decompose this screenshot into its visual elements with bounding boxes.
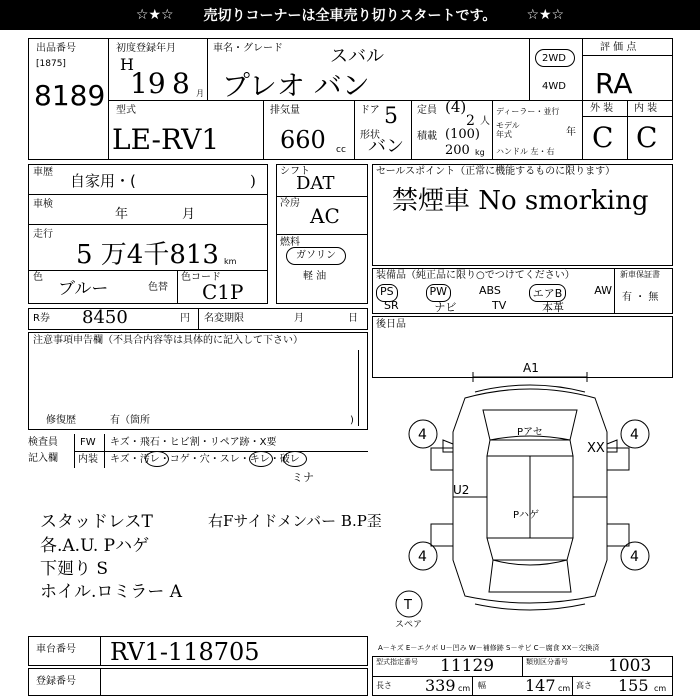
interior-label: 内装	[78, 454, 98, 465]
class-label: 類別区分番号	[526, 658, 568, 666]
record-label: 記入欄	[28, 453, 58, 464]
cap-a: (4)	[445, 98, 467, 116]
year-unit: 年	[566, 127, 576, 138]
disp-unit: cc	[336, 145, 346, 155]
r-label: R券	[33, 313, 50, 324]
fuel-value: ガソリン	[296, 250, 336, 261]
fuel-label: 燃料	[280, 237, 300, 248]
sales-label: セールスポイント（正常に機能するものに限ります）	[376, 166, 616, 177]
shape-label: 形状	[360, 130, 380, 141]
cap-label: 定員	[417, 105, 437, 116]
equip-abs: ABS	[478, 284, 501, 297]
shape-value: バン	[368, 136, 404, 157]
equip-leather: 本革	[542, 301, 564, 314]
ext-label: 外 装	[590, 103, 614, 114]
chassis-label: 車台番号	[36, 644, 76, 655]
tire-fl: 4	[418, 427, 427, 443]
equip-airbag: エアB	[529, 284, 567, 302]
height-label: 高さ	[576, 681, 592, 690]
shift-label: シフト	[280, 166, 310, 177]
lot-code: [1875]	[36, 59, 66, 69]
diag-a1: A1	[523, 361, 539, 375]
name-change-label: 名変期限	[204, 313, 244, 324]
reg-label: 初度登録年月	[116, 43, 176, 54]
diag-u2: U2	[453, 483, 470, 497]
hw-line-1: スタッドレスT	[40, 512, 153, 532]
len-value: 339	[425, 676, 456, 695]
nc-day: 日	[348, 313, 358, 324]
color-value: ブルー	[58, 279, 109, 299]
shift-value: DAT	[296, 173, 335, 194]
int-score: C	[636, 121, 658, 154]
mileage-value: 5 万4千813	[76, 240, 219, 270]
len-label: 長さ	[376, 681, 392, 690]
insp-label: 検査員	[28, 437, 58, 448]
reg-number-label: 登録番号	[36, 676, 76, 687]
lot-number: 8189	[34, 79, 106, 112]
int-circle-3	[283, 451, 307, 467]
banner-stars-right: ☆★☆	[526, 7, 565, 23]
chassis-value: RV1-118705	[110, 638, 260, 666]
tire-rl: 4	[418, 549, 427, 565]
equip-aw: AW	[594, 284, 612, 297]
reg-row	[28, 668, 368, 696]
after-label: 後日品	[376, 319, 406, 330]
int-label: 内 装	[634, 103, 658, 114]
inspect-label: 車検	[33, 199, 53, 210]
spec-value: 11129	[440, 656, 495, 676]
reg-year: 19	[130, 67, 166, 100]
hw-line-4: ホイル.ロミラー A	[40, 582, 183, 602]
note-sub: ミナ	[292, 471, 314, 484]
type-value: LE-RV1	[112, 123, 220, 156]
width-label: 幅	[478, 681, 486, 690]
banner	[0, 0, 700, 30]
sales-value: 禁煙車 No smorking	[392, 186, 649, 216]
ac-value: AC	[310, 204, 340, 228]
load-b: 200	[445, 143, 470, 158]
load-a: (100)	[445, 127, 480, 142]
load-label: 積載	[417, 131, 437, 142]
mileage-unit: km	[224, 257, 237, 266]
equip-tv: TV	[492, 299, 507, 312]
door-label: ドア	[360, 105, 380, 116]
reg-month: 8	[172, 67, 190, 100]
spare-t: T	[404, 598, 412, 613]
dealer-label: ディーラー・並行	[496, 107, 560, 116]
width-value: 147	[525, 676, 556, 695]
hw-note-right: 右Fサイドメンバー B.P歪	[208, 512, 382, 530]
ac-label: 冷房	[280, 198, 300, 209]
r-unit: 円	[180, 313, 190, 324]
int-circle-2	[249, 451, 273, 467]
diag-xx: XX	[587, 441, 605, 456]
width-cm: cm	[558, 684, 571, 693]
diag-ph: Pハゲ	[513, 510, 540, 521]
class-value: 1003	[608, 656, 652, 676]
int-circle-1	[145, 451, 169, 467]
nc-month: 月	[294, 313, 304, 324]
color-code-value: C1P	[202, 280, 244, 304]
warranty-label: 新車保証書	[620, 270, 660, 279]
len-cm: cm	[458, 684, 471, 693]
color-label: 色	[33, 272, 43, 283]
banner-stars-left: ☆★☆	[135, 7, 174, 23]
model-name: プレオ バン	[222, 69, 370, 102]
era: H	[120, 55, 134, 74]
lot-label: 出品番号	[36, 43, 76, 54]
diag-pa: Pアセ	[517, 427, 543, 438]
score-label: 評 価 点	[600, 42, 637, 53]
fuel-alt: 軽 油	[303, 271, 327, 282]
model-year-label: モデル年式	[496, 121, 520, 139]
inspect-year: 年	[115, 207, 129, 222]
repair-value: 有（箇所	[110, 415, 150, 426]
fw-items: キズ・飛石・ヒビ割・リペア跡・X要	[110, 437, 277, 448]
damage-legend: A－キズ E－エクボ U－凹み W－補修跡 S－サビ C－腐食 XX－交換済	[378, 644, 600, 652]
inspect-month: 月	[182, 207, 196, 222]
hist-close: )	[250, 172, 256, 190]
type-label: 型式	[116, 105, 136, 116]
door-value: 5	[384, 104, 398, 129]
drive-2wd: 2WD	[542, 53, 566, 64]
tire-fr: 4	[630, 427, 639, 443]
score-value: RA	[595, 67, 633, 100]
hist-value: 自家用・(	[70, 172, 136, 190]
int-items: キズ・汚レ・コゲ・穴・スレ・キレ・破レ	[110, 454, 300, 465]
tire-rr: 4	[630, 549, 639, 565]
color-code-label: 色コード	[181, 272, 221, 283]
hist-label: 車歴	[33, 167, 53, 178]
equip-navi: ナビ	[434, 301, 457, 314]
cap-unit: 人	[480, 116, 490, 127]
r-value: 8450	[82, 307, 128, 328]
equip-sr: SR	[384, 299, 399, 312]
cap-b: 2	[466, 113, 475, 129]
drive-4wd: 4WD	[542, 81, 566, 92]
height-cm: cm	[654, 684, 667, 693]
load-unit: kg	[475, 148, 485, 157]
hw-line-3: 下廻り S	[40, 559, 109, 579]
notes-section	[28, 332, 368, 430]
repair-close: )	[350, 415, 354, 426]
equip-label: 装備品（純正品に限り○でつけてください）	[376, 270, 575, 281]
spare-label: スペア	[395, 620, 423, 630]
equip-row-2	[384, 299, 564, 315]
height-value: 155	[618, 676, 649, 695]
hw-line-2: 各.A.U. Pハゲ	[40, 536, 150, 556]
reg-month-unit: 月	[196, 89, 204, 98]
repair-label: 修復歴	[46, 415, 76, 426]
fw-label: FW	[80, 437, 96, 448]
notes-title: 注意事項申告欄（不具合内容等は具体的に記入して下さい）	[33, 335, 303, 346]
car-diagram	[395, 360, 675, 630]
handle-label: ハンドル 左・右	[496, 147, 555, 156]
ext-score: C	[592, 121, 614, 154]
name-label: 車名・グレード	[213, 43, 283, 54]
equip-pw: PW	[426, 284, 452, 302]
disp-label: 排気量	[270, 105, 300, 116]
equip-ps: PS	[376, 284, 398, 302]
color-alt-label: 色替	[148, 282, 168, 293]
disp-value: 660	[280, 126, 326, 154]
banner-text: 売切りコーナーは全車売り切りスタートです。	[203, 8, 497, 24]
mileage-label: 走行	[33, 229, 53, 240]
maker: スバル	[330, 46, 384, 67]
warranty-value: 有 ・ 無	[622, 292, 659, 303]
spec-label: 型式指定番号	[376, 658, 418, 666]
